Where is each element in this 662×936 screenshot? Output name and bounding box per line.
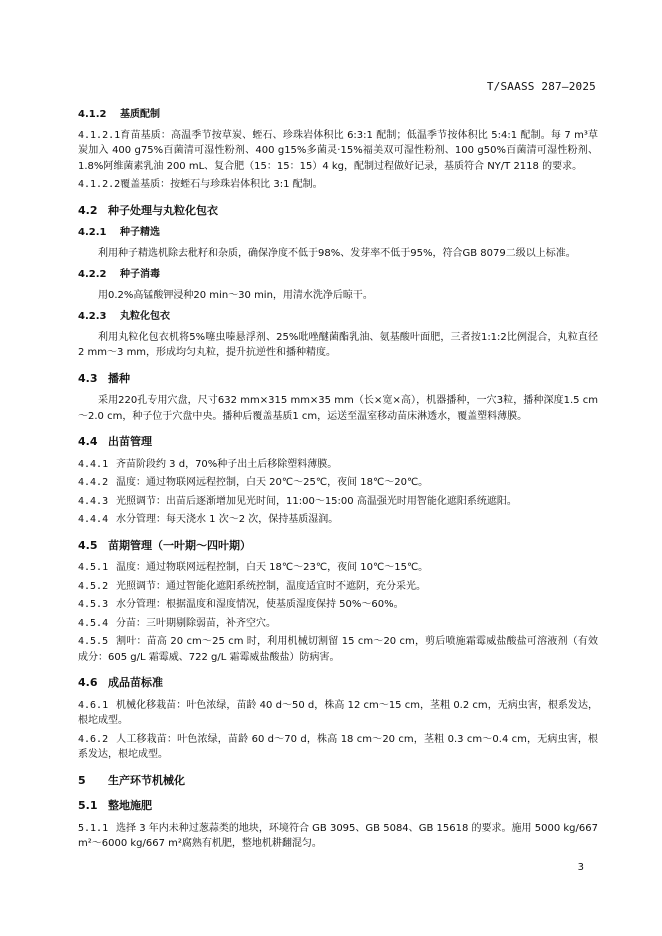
section-heading [78, 773, 598, 789]
clause-text: 光照调节：通过智能化遮阳系统控制，温度适宜时不遮阴，充分采光。 [116, 580, 426, 592]
section-title: 出苗管理 [108, 435, 152, 448]
clause-text: 水分管理：根据温度和湿度情况，使基质湿度保持 50%～60%。 [116, 599, 404, 610]
clause-item [78, 457, 598, 473]
paragraph: 利用种子精选机除去秕籽和杂质，确保净度不低于98%、发芽率不低于95%，符合GB 8079二级以上标准。 [98, 247, 576, 259]
clause-text: 水分管理：每天浇水 1 次～2 次，保持基质湿润。 [116, 514, 339, 525]
clause-item [78, 512, 598, 528]
section-number: 4.5 [78, 538, 98, 552]
section-number: 4.2 [78, 203, 98, 217]
clause-text: 齐苗阶段约 3 d，70%种子出土后移除塑料薄膜。 [116, 458, 338, 470]
clause-number: 4.5.1 [78, 562, 109, 573]
section-heading [78, 107, 598, 123]
document-id: T/SAASS 287—2025 [486, 80, 596, 93]
section-heading [78, 225, 598, 241]
section-title: 成品苗标准 [108, 676, 163, 689]
clause-text: 育苗基质：高温季节按草炭、蛭石、珍珠岩体积比 6:3:1 配制；低温季节按体积比 5:4:1 配制。每 7 m³草炭加入 400 g75%百菌清可湿性粉剂、400 g15%多菌灵·15%福美双可湿性粉剂、100 g50%百菌清可湿性粉剂、1.8%阿维菌素乳油 200 mL、复合肥（15：15：15）4 kg，配制过程做好记录，基质符合 NY/T 2118 的要求。 [78, 129, 598, 172]
clause-number: 4.1.2.1 [78, 129, 121, 141]
section-heading [78, 203, 598, 219]
clause-number: 4.5.3 [78, 599, 109, 610]
paragraph: 用0.2%高锰酸钾浸种20 min～30 min，用清水洗净后晾干。 [98, 289, 373, 301]
section-number: 4.2.2 [78, 269, 107, 280]
section-heading [78, 267, 598, 283]
section-number: 4.6 [78, 676, 98, 689]
clause-number: 4.4.3 [78, 495, 109, 507]
clause-item [78, 560, 598, 576]
page-number: 3 [577, 862, 584, 873]
clause-text: 光照调节：出苗后逐渐增加见光时间，11:00～15:00 高温强光时用智能化遮阳系统遮阳。 [116, 495, 517, 507]
clause-item [78, 475, 598, 491]
clause-number: 4.6.2 [78, 733, 109, 745]
clause-number: 4.6.1 [78, 699, 109, 711]
clause-text: 温度：通过物联网远程控制，白天 20℃～25℃，夜间 18℃～20℃。 [116, 477, 429, 488]
section-title: 播种 [108, 371, 130, 385]
section-heading [78, 538, 598, 554]
section-heading [78, 309, 598, 325]
clause-text: 机械化移栽苗：叶色浓绿，苗龄 40 d～50 d，株高 12 cm～15 cm，茎粗 0.2 cm，无病虫害，根系发达，根坨成型。 [78, 699, 598, 726]
section-heading [78, 371, 598, 387]
section-title: 丸粒化包衣 [120, 311, 170, 322]
clause-number: 4.5.5 [78, 636, 109, 647]
clause-item [78, 177, 598, 193]
clause-number: 4.5.2 [78, 580, 109, 592]
section-title: 种子精选 [120, 227, 160, 238]
clause-number: 4.5.4 [78, 617, 109, 629]
section-number: 5.1 [78, 799, 98, 812]
section-title: 种子消毒 [120, 269, 160, 280]
section-heading [78, 798, 598, 814]
section-number: 4.2.3 [78, 311, 107, 322]
section-number: 4.4 [78, 435, 98, 448]
clause-number: 4.4.2 [78, 477, 109, 488]
section-title: 生产环节机械化 [108, 773, 185, 787]
section-heading [78, 434, 598, 450]
clause-number: 4.1.2.2 [78, 179, 121, 190]
clause-item [78, 821, 598, 852]
document-body [78, 101, 598, 855]
section-title: 种子处理与丸粒化包衣 [108, 203, 218, 217]
section-title: 苗期管理（一叶期～四叶期） [108, 538, 251, 552]
section-number: 4.1.2 [78, 109, 107, 120]
section-number: 4.3 [78, 371, 98, 385]
section-number: 4.2.1 [78, 227, 107, 238]
clause-item [78, 732, 598, 763]
clause-number: 4.4.1 [78, 458, 109, 470]
paragraph: 采用220孔专用穴盘，尺寸632 mm×315 mm×35 mm（长×宽×高），机器播种，一穴3粒，播种深度1.5 cm～2.0 cm，种子位于穴盘中央。播种后覆盖基质1 cm，运送至温室移动苗床淋透水，覆盖塑料薄膜。 [78, 395, 598, 422]
clause-item [78, 698, 598, 729]
section-title: 基质配制 [120, 109, 160, 120]
section-heading [78, 675, 598, 691]
section-number: 5 [78, 773, 86, 787]
clause-text: 温度：通过物联网远程控制，白天 18℃～23℃，夜间 10℃～15℃。 [116, 562, 429, 573]
clause-item [78, 597, 598, 613]
clause-text: 覆盖基质：按蛭石与珍珠岩体积比 3:1 配制。 [120, 179, 323, 190]
clause-item [78, 494, 598, 510]
clause-text: 人工移栽苗：叶色浓绿，苗龄 60 d～70 d，株高 18 cm～20 cm，茎粗 0.3 cm～0.4 cm，无病虫害，根系发达，根坨成型。 [78, 733, 598, 760]
clause-item [78, 634, 598, 665]
section-title: 整地施肥 [108, 799, 152, 812]
clause-number: 4.4.4 [78, 514, 109, 525]
clause-item [78, 128, 598, 175]
clause-text: 分苗：三叶期剔除弱苗，补齐空穴。 [116, 617, 276, 629]
clause-text: 割叶：苗高 20 cm～25 cm 时，利用机械切割留 15 cm～20 cm，剪后喷施霜霉威盐酸盐可溶液剂（有效成分：605 g/L 霜霉威、722 g/L 霜霉威盐酸盐）防病害。 [78, 636, 598, 663]
clause-item [78, 579, 598, 595]
clause-number: 5.1.1 [78, 822, 109, 834]
clause-text: 选择 3 年内未种过葱蒜类的地块，环境符合 GB 3095、GB 5084、GB 15618 的要求。施用 5000 kg/667 m²～6000 kg/667 m²腐熟有机肥，整地机耕翻混匀。 [78, 822, 598, 849]
clause-item [78, 616, 598, 632]
paragraph: 利用丸粒化包衣机将5%噻虫嗪悬浮剂、25%吡唑醚菌酯乳油、氨基酸叶面肥，三者按1:1:2比例混合，丸粒直径2 mm～3 mm，形成均匀丸粒，提升抗逆性和播种精度。 [78, 331, 598, 358]
